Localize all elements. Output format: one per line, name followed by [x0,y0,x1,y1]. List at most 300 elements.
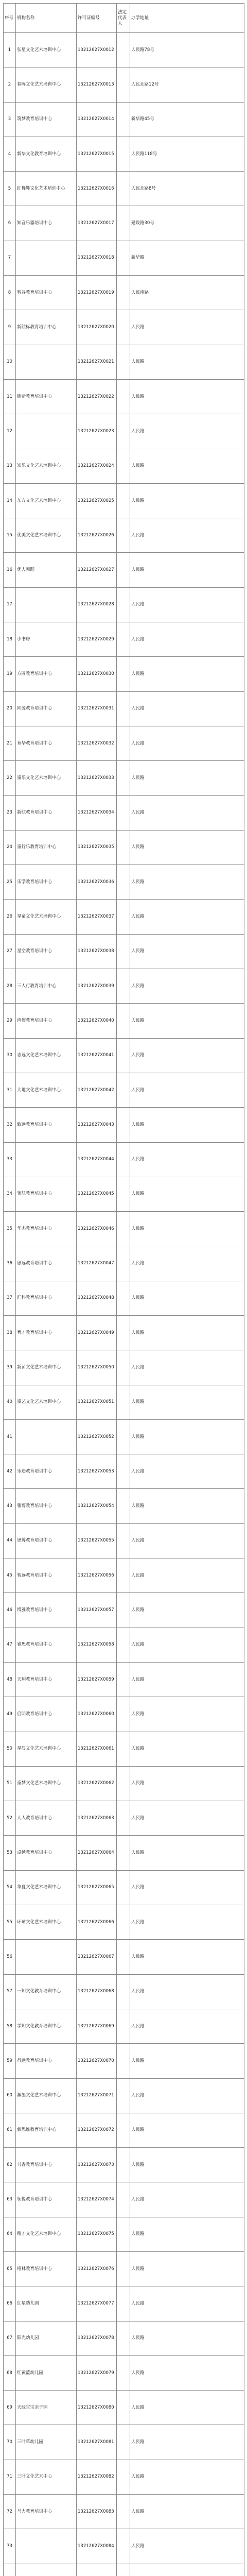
header-license: 许可证编号 [77,4,117,33]
cell-address: 人民路 [130,379,244,414]
cell-index: 37 [4,1281,16,1315]
cell-license: 13212627X0053 [77,1454,117,1489]
table-row [4,657,244,691]
cell-index: 41 [4,1419,16,1454]
table-row [4,1732,244,1766]
table-row [4,1870,244,1905]
cell-name: 优美文化艺术培训中心 [16,518,77,553]
cell-address: 人民路 [130,2148,244,2182]
cell-address: 人民路 [130,1489,244,1523]
cell-legal-rep [117,379,130,414]
cell-name: 人人教育培训中心 [16,1801,77,1836]
cell-legal-rep [117,657,130,691]
cell-index: 47 [4,1628,16,1662]
cell-address: 人民路 [130,1454,244,1489]
table-row [4,691,244,726]
cell-legal-rep [117,2355,130,2390]
cell-license: 13212627X0026 [77,518,117,553]
cell-license: 13212627X0040 [77,1004,117,1038]
cell-name: 卓越教育培训中心 [16,1836,77,1870]
cell-license: 13212627X0016 [77,172,117,206]
cell-license: 13212627X0047 [77,1246,117,1281]
cell-license: 13212627X0037 [77,900,117,934]
cell-license: 13212627X0071 [77,2078,117,2113]
table-row [4,2321,244,2355]
cell-index: 24 [4,830,16,865]
cell-address: 人民路 [130,310,244,345]
cell-address: 人民路 [130,414,244,449]
cell-name: 思远教育培训中心 [16,1246,77,1281]
cell-address: 人民路 [130,1419,244,1454]
cell-index: 48 [4,1662,16,1697]
cell-name [16,414,77,449]
cell-name: 同源教育培训中心 [16,691,77,726]
table-row [4,2495,244,2529]
cell-legal-rep [117,1038,130,1073]
cell-name: 乐学教育培训中心 [16,865,77,900]
cell-address: 新华路 [130,241,244,275]
cell-name: 领悦教育培训中心 [16,2182,77,2217]
cell-name: 三人行教育培训中心 [16,969,77,1004]
cell-index: 59 [4,2044,16,2078]
cell-license: 13212627X0065 [77,1870,117,1905]
table-row [4,1523,244,1558]
cell-index: 45 [4,1558,16,1593]
table-row [4,900,244,934]
cell-legal-rep [117,2391,130,2425]
cell-license: 13212627X0025 [77,483,117,518]
cell-license: 13212627X0017 [77,206,117,241]
cell-index: 65 [4,2252,16,2286]
cell-index: 46 [4,1593,16,1628]
cell-address [130,2564,244,2576]
cell-name: 筑梦教育培训中心 [16,102,77,137]
table-row [4,2217,244,2251]
cell-address: 人民路 [130,2321,244,2355]
cell-address: 人民路 [130,1940,244,1974]
cell-name: 领航教育培训中心 [16,1177,77,1211]
cell-index: 28 [4,969,16,1004]
cell-license: 13212627X0018 [77,241,117,275]
cell-name: 新航标教育培训中心 [16,310,77,345]
cell-legal-rep [117,2078,130,2113]
cell-license: 13212627X0019 [77,276,117,310]
cell-license: 13212627X0015 [77,137,117,171]
cell-license: 13212627X0075 [77,2217,117,2251]
cell-address: 人民路 [130,622,244,657]
cell-address: 人民路 [130,1697,244,1732]
header-name: 机构名称 [16,4,77,33]
cell-address: 人民路 [130,900,244,934]
cell-address: 人民路 [130,345,244,379]
table-row [4,1454,244,1489]
cell-index: 70 [4,2425,16,2460]
table-row [4,2391,244,2425]
cell-license: 13212627X0066 [77,1905,117,1940]
table-row [4,2286,244,2321]
header-legal-rep: 法定代表人 [117,4,130,33]
cell-legal-rep [117,1940,130,1974]
cell-index: 13 [4,449,16,483]
table-row [4,1905,244,1940]
cell-address: 人民路 [130,1142,244,1177]
cell-address: 人民路 [130,2182,244,2217]
table-row [4,1628,244,1662]
cell-name: 新思维教育培训中心 [16,2113,77,2147]
cell-index: 39 [4,1350,16,1385]
cell-address: 人民路 [130,1662,244,1697]
cell-name: 精才文化艺术培训中心 [16,2217,77,2251]
table-row [4,1419,244,1454]
cell-address: 人民路 [130,1315,244,1350]
cell-index: 42 [4,1454,16,1489]
cell-address: 人民路 [130,2460,244,2494]
cell-address: 人民路 [130,2495,244,2529]
cell-index: 60 [4,2078,16,2113]
cell-address: 人民路 [130,1628,244,1662]
cell-legal-rep [117,2321,130,2355]
cell-license: 13212627X0029 [77,622,117,657]
cell-legal-rep [117,2529,130,2564]
cell-address: 人民路 [130,2529,244,2564]
cell-index: 61 [4,2113,16,2147]
cell-license: 13212627X0067 [77,1940,117,1974]
cell-address: 人民路 [130,2355,244,2390]
cell-legal-rep [117,830,130,865]
cell-index: 12 [4,414,16,449]
cell-legal-rep [117,1593,130,1628]
cell-name [16,2564,77,2576]
cell-name [16,1419,77,1454]
table-row [4,1108,244,1142]
cell-name: 方圆教育培训中心 [16,657,77,691]
cell-name: 智谷教育培训中心 [16,276,77,310]
cell-address: 人民路 [130,761,244,795]
cell-name: 智远教育培训中心 [16,1558,77,1593]
cell-legal-rep [117,2217,130,2251]
cell-index: 1 [4,33,16,67]
cell-address: 人民路 [130,691,244,726]
cell-address: 人民路 [130,2009,244,2043]
cell-license: 13212627X0080 [77,2391,117,2425]
cell-address: 人民路 [130,1108,244,1142]
cell-index: 62 [4,2148,16,2182]
cell-license: 13212627X0058 [77,1628,117,1662]
cell-legal-rep [117,1523,130,1558]
cell-legal-rep [117,622,130,657]
cell-index: 57 [4,1974,16,2009]
cell-legal-rep [117,1246,130,1281]
cell-address: 人民路 [130,1870,244,1905]
cell-index: 36 [4,1246,16,1281]
cell-index: 33 [4,1142,16,1177]
cell-legal-rep [117,2495,130,2529]
cell-index: 73 [4,2529,16,2564]
cell-address: 人民路 [130,1212,244,1246]
cell-address: 人民路 [130,518,244,553]
cell-index: 4 [4,137,16,171]
table-row [4,1073,244,1107]
table-row [4,518,244,553]
table-row [4,1940,244,1974]
table-row [4,830,244,865]
table-row [4,1350,244,1385]
cell-name [16,1940,77,1974]
cell-name: 一知文化教育培训中心 [16,1974,77,2009]
cell-index: 19 [4,657,16,691]
cell-index: 22 [4,761,16,795]
cell-legal-rep [117,1558,130,1593]
cell-index: 14 [4,483,16,518]
cell-license: 13212627X0063 [77,1801,117,1836]
table-row [4,1246,244,1281]
cell-legal-rep [117,1801,130,1836]
cell-index: 20 [4,691,16,726]
cell-license: 13212627X0048 [77,1281,117,1315]
cell-index: 38 [4,1315,16,1350]
cell-index: 27 [4,934,16,969]
cell-legal-rep [117,553,130,587]
cell-license: 13212627X0056 [77,1558,117,1593]
cell-index: 50 [4,1732,16,1766]
cell-legal-rep [117,414,130,449]
cell-name [16,345,77,379]
cell-index: 8 [4,276,16,310]
cell-legal-rep [117,2044,130,2078]
cell-license: 13212627X0038 [77,934,117,969]
cell-legal-rep [117,137,130,171]
cell-index: 51 [4,1766,16,1801]
cell-address: 人民路 [130,1974,244,2009]
cell-name [16,587,77,622]
cell-index: 40 [4,1385,16,1419]
cell-name: 博雅教育培训中心 [16,1593,77,1628]
cell-license: 13212627X0028 [77,587,117,622]
cell-name: 华杰教育培训中心 [16,1212,77,1246]
cell-license: 13212627X0036 [77,865,117,900]
cell-address: 人民北路12号 [130,67,244,102]
cell-legal-rep [117,518,130,553]
cell-legal-rep [117,691,130,726]
cell-legal-rep [117,1870,130,1905]
cell-address: 人民路 [130,2078,244,2113]
table-row [4,1697,244,1732]
cell-license: 13212627X0034 [77,795,117,830]
table-row [4,1315,244,1350]
cell-address: 人民路 [130,1177,244,1211]
cell-index: 23 [4,795,16,830]
table-row [4,2113,244,2147]
cell-name: 马力教育培训中心 [16,2495,77,2529]
cell-index: 58 [4,2009,16,2043]
cell-legal-rep [117,726,130,760]
cell-legal-rep [117,310,130,345]
cell-name: 瀚墨文化艺术培训中心 [16,2078,77,2113]
cell-address: 人民路 [130,1766,244,1801]
cell-license: 13212627X0052 [77,1419,117,1454]
cell-index: 17 [4,587,16,622]
cell-legal-rep [117,241,130,275]
table-row [4,2355,244,2390]
cell-legal-rep [117,345,130,379]
cell-name [16,241,77,275]
cell-index: 6 [4,206,16,241]
cell-address: 人民路 [130,1801,244,1836]
cell-name [16,1142,77,1177]
table-row [4,33,244,67]
cell-index: 69 [4,2391,16,2425]
table-row [4,1662,244,1697]
cell-index: 63 [4,2182,16,2217]
table-row [4,1004,244,1038]
cell-legal-rep [117,1315,130,1350]
cell-license: 13212627X0078 [77,2321,117,2355]
cell-address: 人民路 [130,1281,244,1315]
cell-license: 13212627X0070 [77,2044,117,2078]
cell-index: 18 [4,622,16,657]
cell-address: 人民路 [130,2113,244,2147]
cell-license: 13212627X0083 [77,2495,117,2529]
cell-legal-rep [117,483,130,518]
cell-legal-rep [117,865,130,900]
table-row [4,102,244,137]
table-row [4,865,244,900]
cell-address: 人民路 [130,2044,244,2078]
table-row [4,67,244,102]
cell-name: 志远文化艺术培训中心 [16,1038,77,1073]
cell-address: 人民路 [130,2217,244,2251]
cell-legal-rep [117,33,130,67]
table-row [4,1593,244,1628]
table-row [4,1177,244,1211]
cell-legal-rep [117,795,130,830]
table-row [4,726,244,760]
cell-legal-rep [117,1419,130,1454]
cell-legal-rep [117,2252,130,2286]
cell-index [4,2564,16,2576]
table-row [4,449,244,483]
cell-name: 鸿儒教育培训中心 [16,1004,77,1038]
cell-legal-rep [117,1385,130,1419]
cell-license: 13212627X0045 [77,1177,117,1211]
cell-legal-rep [117,1004,130,1038]
cell-name: 天翔教育培训中心 [16,1662,77,1697]
cell-legal-rep [117,172,130,206]
cell-address: 人民路 [130,587,244,622]
cell-legal-rep [117,1974,130,2009]
cell-name: 睿思教育培训中心 [16,1628,77,1662]
header-address: 办学地址 [130,4,244,33]
cell-index: 54 [4,1870,16,1905]
cell-license: 13212627X0060 [77,1697,117,1732]
cell-license: 13212627X0072 [77,2113,117,2147]
cell-name: 红星幼儿园 [16,2286,77,2321]
cell-name: 汇科教育培训中心 [16,1281,77,1315]
cell-name: 华夏文化艺术培训中心 [16,1870,77,1905]
cell-name: 红黄蓝幼儿园 [16,2355,77,2390]
cell-index: 68 [4,2355,16,2390]
cell-license: 13212627X0021 [77,345,117,379]
cell-name: 春晖文化艺术培训中心 [16,67,77,102]
cell-name: 童行乐教育培训中心 [16,830,77,865]
cell-license: 13212627X0076 [77,2252,117,2286]
cell-index: 10 [4,345,16,379]
cell-name: 大地文化艺术培训中心 [16,1073,77,1107]
cell-name: 红舞鞋文化艺术培训中心 [16,172,77,206]
cell-address: 人民北路8号 [130,172,244,206]
cell-legal-rep [117,2009,130,2043]
cell-license: 13212627X0024 [77,449,117,483]
cell-license: 13212627X0068 [77,1974,117,2009]
table-row [4,553,244,587]
cell-address: 新华路45号 [130,102,244,137]
cell-name: 童艺文化艺术培训中心 [16,1385,77,1419]
cell-name: 弘星文化艺术培训中心 [16,33,77,67]
cell-index: 9 [4,310,16,345]
cell-address: 人民路 [130,553,244,587]
table-row [4,137,244,171]
cell-license: 13212627X0051 [77,1385,117,1419]
cell-license: 13212627X0031 [77,691,117,726]
cell-index: 44 [4,1523,16,1558]
cell-name: 育华教育培训中心 [16,726,77,760]
cell-index: 25 [4,865,16,900]
cell-address: 人民路 [130,1558,244,1593]
cell-index: 56 [4,1940,16,1974]
cell-name: 三叶文化艺术中心 [16,2460,77,2494]
table-row [4,310,244,345]
table-row [4,1558,244,1593]
table-row [4,2529,244,2564]
cell-name: 环球文化艺术培训中心 [16,1905,77,1940]
cell-address: 人民路 [130,1732,244,1766]
cell-index: 67 [4,2321,16,2355]
cell-legal-rep [117,2113,130,2147]
cell-legal-rep [117,2460,130,2494]
cell-license: 13212627X0055 [77,1523,117,1558]
cell-name: 知乐文化艺术培训中心 [16,449,77,483]
cell-address: 人民路 [130,969,244,1004]
cell-legal-rep [117,1142,130,1177]
cell-license: 13212627X0062 [77,1766,117,1801]
cell-license: 13212627X0081 [77,2425,117,2460]
cell-license: 13212627X0012 [77,33,117,67]
cell-name: 天线宝宝亲子园 [16,2391,77,2425]
table-row [4,1385,244,1419]
cell-license: 13212627X0013 [77,67,117,102]
cell-legal-rep [117,1454,130,1489]
table-row [4,1766,244,1801]
cell-license: 13212627X0084 [77,2529,117,2564]
cell-address: 人民路 [130,449,244,483]
cell-address: 人民路 [130,1350,244,1385]
cell-name: 学知文化教育培训中心 [16,2009,77,2043]
cell-address: 人民路78号 [130,33,244,67]
cell-license: 13212627X0022 [77,379,117,414]
cell-name: 童梦文化艺术培训中心 [16,1766,77,1801]
table-row [4,934,244,969]
cell-legal-rep [117,67,130,102]
cell-legal-rep [117,1628,130,1662]
cell-index: 7 [4,241,16,275]
cell-index: 34 [4,1177,16,1211]
cell-legal-rep [117,276,130,310]
table-body [4,33,244,2576]
table-row [4,1489,244,1523]
cell-address: 人民路 [130,1385,244,1419]
cell-index: 53 [4,1836,16,1870]
cell-address: 人民路118号 [130,137,244,171]
